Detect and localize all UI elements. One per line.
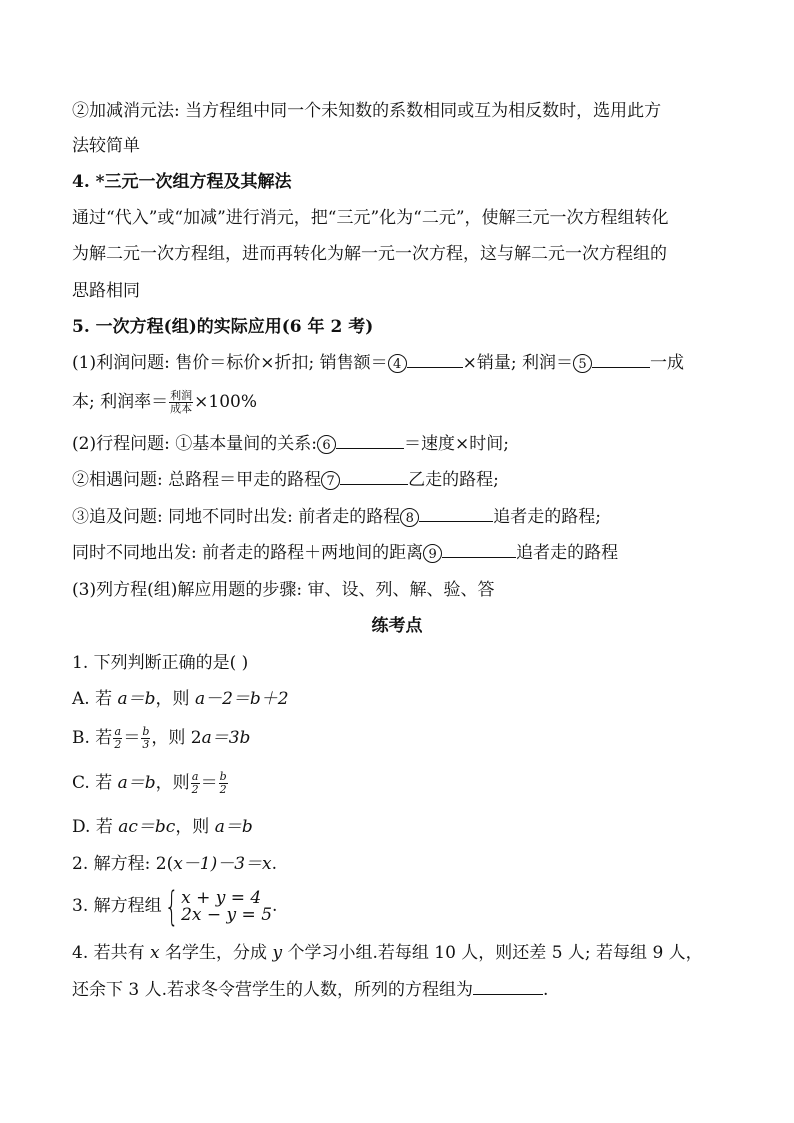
math: a－2＝b＋2	[194, 689, 289, 709]
text: C. 若	[72, 773, 118, 793]
numerator: a	[114, 725, 122, 738]
circled-number: 5	[573, 354, 592, 373]
text-line: 为解二元一次方程组，进而再转化为解一元一次方程，这与解二元一次方程组的	[72, 244, 667, 264]
text: ＝速度×时间;	[403, 434, 509, 454]
text: 本; 利润率＝	[72, 392, 169, 412]
denominator: 2	[191, 783, 199, 796]
math: x	[150, 943, 160, 963]
text: 2. 解方程: 2(	[72, 854, 174, 874]
circled-number: 7	[321, 471, 340, 490]
answer-blank[interactable]	[473, 979, 543, 995]
text: .	[543, 980, 549, 1000]
fill-blank[interactable]	[336, 433, 404, 449]
text: 4. 若共有	[72, 943, 151, 963]
math: a＝b	[214, 817, 253, 837]
text: ，则	[155, 689, 195, 709]
text: ＝	[200, 773, 218, 793]
text: 追者走的路程	[516, 543, 619, 563]
denominator: 2	[114, 738, 122, 751]
fill-blank[interactable]	[340, 469, 408, 485]
circled-number: 4	[388, 354, 407, 373]
numerator: 利润	[170, 389, 193, 402]
text-line: 通过“代入”或“加减”进行消元，把“三元”化为“二元”，使解三元一次方程组转化	[72, 208, 669, 228]
fraction	[169, 390, 193, 415]
text: ，则 2	[151, 728, 202, 748]
text: ×销量; 利润＝	[462, 353, 573, 373]
fraction	[141, 726, 150, 751]
fill-blank[interactable]	[407, 352, 463, 368]
text: ，则	[155, 773, 190, 793]
numerator: b	[219, 770, 227, 783]
text: ②相遇问题: 总路程＝甲走的路程	[72, 470, 322, 490]
text: ，则	[175, 817, 215, 837]
question-2	[72, 853, 277, 875]
option-a[interactable]	[72, 688, 289, 710]
text: 个学习小组.若每组 10 人，则还差 5 人; 若每组 9 人，	[282, 943, 703, 963]
profit-line	[72, 352, 684, 374]
math: a＝b	[117, 689, 156, 709]
denominator: 成本	[170, 402, 193, 415]
text: 3. 解方程组	[72, 896, 162, 916]
option-d[interactable]	[72, 816, 253, 838]
practice-heading: 练考点	[371, 616, 423, 636]
math: y	[272, 943, 283, 963]
text: 乙走的路程;	[408, 470, 499, 490]
section-heading: 4. *三元一次组方程及其解法	[72, 172, 292, 192]
fraction	[191, 771, 200, 796]
travel-line	[72, 433, 509, 455]
brace-symbol: {	[164, 883, 179, 930]
circled-number: 8	[400, 508, 419, 527]
equation-system	[181, 887, 273, 925]
text: 追者走的路程;	[493, 507, 601, 527]
text-line: 法较简单	[72, 136, 140, 156]
equation: 2x − y = 5	[181, 904, 273, 925]
numerator: b	[142, 725, 150, 738]
fraction	[113, 726, 122, 751]
fill-blank[interactable]	[592, 352, 650, 368]
math: a＝3b	[201, 728, 251, 748]
text: B. 若	[72, 728, 113, 748]
text: ＝	[123, 728, 141, 748]
math: a＝b	[117, 773, 156, 793]
text: 还余下 3 人.若求冬令营学生的人数，所列的方程组为	[72, 980, 474, 1000]
math: x－1)－3＝x	[173, 854, 272, 874]
chase-line	[72, 542, 618, 564]
text-line: ②加减消元法: 当方程组中同一个未知数的系数相同或互为相反数时，选用此方	[72, 101, 662, 121]
text-line: (3)列方程(组)解应用题的步骤: 审、设、列、解、验、答	[72, 580, 495, 600]
denominator: 3	[142, 738, 150, 751]
fill-blank[interactable]	[442, 542, 516, 558]
text: 一成	[649, 353, 684, 373]
numerator: a	[191, 770, 199, 783]
fill-blank[interactable]	[419, 506, 493, 522]
question-4-line2	[72, 979, 548, 1001]
chase-line	[72, 506, 601, 528]
meet-line	[72, 469, 499, 491]
text: ③追及问题: 同地不同时出发: 前者走的路程	[72, 507, 401, 527]
option-c[interactable]	[72, 771, 229, 796]
text: 名学生，分成	[159, 943, 273, 963]
text: .	[272, 896, 278, 916]
text: .	[271, 854, 278, 874]
circled-number: 6	[317, 435, 336, 454]
math: ac＝bc	[118, 817, 176, 837]
profit-rate-line	[72, 390, 257, 415]
text: 同时不同地出发: 前者走的路程＋两地间的距离	[72, 543, 424, 563]
question-stem: 1. 下列判断正确的是( )	[72, 653, 249, 673]
text: ×100%	[194, 392, 257, 412]
option-b[interactable]	[72, 726, 250, 751]
text: (1)利润问题: 售价＝标价×折扣; 销售额＝	[72, 353, 388, 373]
text: A. 若	[72, 689, 118, 709]
question-3	[72, 883, 278, 930]
text-line: 思路相同	[72, 281, 140, 301]
text: (2)行程问题: ①基本量间的关系:	[72, 434, 317, 454]
section-heading: 5. 一次方程(组)的实际应用(6 年 2 考)	[72, 317, 374, 337]
fraction	[219, 771, 228, 796]
circled-number: 9	[423, 544, 442, 563]
denominator: 2	[219, 783, 227, 796]
text: D. 若	[72, 817, 119, 837]
question-4-line1	[72, 942, 703, 964]
equation: x + y = 4	[181, 887, 262, 908]
